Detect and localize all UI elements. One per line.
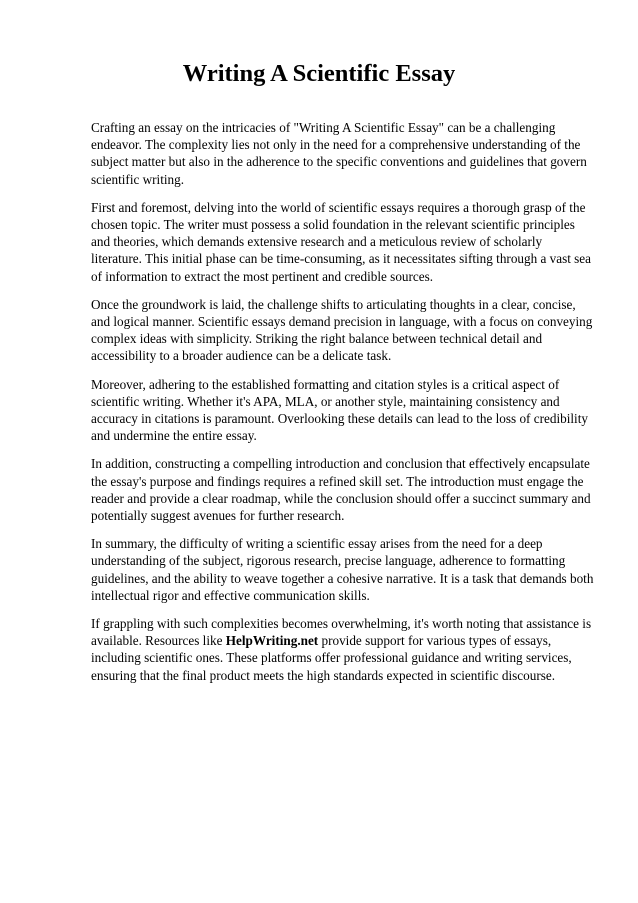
essay-body (91, 119, 596, 695)
paragraph-summary: In summary, the difficulty of writing a scientific essay arises from the need for a deep understanding of the subject, rigorous research, precise language, adherence to formatting guidelines, and the ability to weave together a cohesive narrative. It is a task that demands both intellectual rigor and effective communication skills. (91, 536, 594, 603)
paragraph-intro: Crafting an essay on the intricacies of "Writing A Scientific Essay" can be a challenging endeavor. The complexity lies not only in the need for a comprehensive understanding of the subject matter but also in the adherence to the specific conventions and guidelines that govern scientific writing. (91, 120, 587, 187)
paragraph-intro-conclusion: In addition, constructing a compelling introduction and conclusion that effectively encapsulate the essay's purpose and findings requires a refined skill set. The introduction must engage the reader and provide a clear roadmap, while the conclusion should offer a succinct summary and potentially suggest avenues for further research. (91, 456, 591, 524)
page-title: Writing A Scientific Essay (182, 60, 456, 87)
helpwriting-link[interactable]: HelpWriting.net (225, 633, 319, 649)
paragraph-formatting: Moreover, adhering to the established formatting and citation styles is a critical aspect of scientific writing. Whether it's APA, MLA, or another style, maintaining consistency and accuracy in citations is paramount. Overlooking these details can lead to the loss of credibility and undermine the entire essay. (91, 376, 588, 444)
final-text-before: If grappling with such complexities becomes overwhelming, it's worth noting that assistance is available. Resources like (91, 616, 592, 649)
paragraph-final (91, 615, 596, 684)
paragraph-research: First and foremost, delving into the world of scientific essays requires a thorough grasp of the chosen topic. The writer must possess a solid foundation in the relevant scientific principles and theories, which demands extensive research and a meticulous review of scholarly literature. This initial phase can be time-consuming, as it necessitates sifting through a vast sea of information to extract the most pertinent and credible sources. (91, 199, 592, 284)
paragraph-articulation: Once the groundwork is laid, the challenge shifts to articulating thoughts in a clear, concise, and logical manner. Scientific essays demand precision in language, with a focus on conveying complex ideas with simplicity. Striking the right balance between technical detail and accessibility to a broader audience can be a delicate task. (91, 296, 593, 364)
final-text-after: provide support for various types of essays, including scientific ones. These platforms offer professional guidance and writing services, ensuring that the final product meets the high standards expected in scientific discourse. (91, 633, 572, 683)
